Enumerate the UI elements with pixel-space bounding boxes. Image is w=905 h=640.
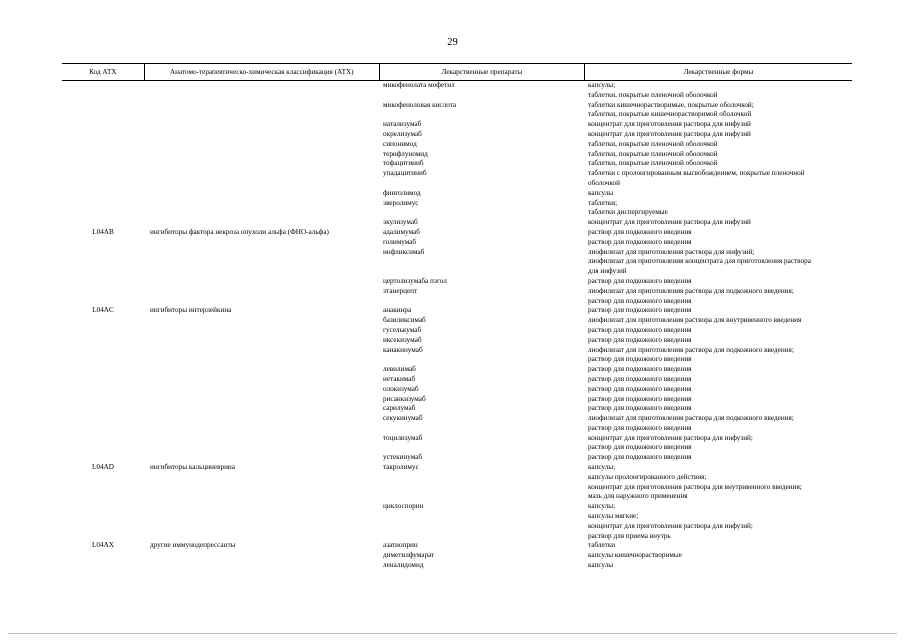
- dosage-forms-cell: [584, 453, 852, 463]
- atc-code-cell: [62, 120, 144, 130]
- dosage-forms-cell: [584, 120, 852, 130]
- atc-classification-cell: другие иммунодепрессанты: [150, 541, 236, 550]
- atc-classification-cell: ингибиторы интерлейкина: [150, 306, 232, 315]
- atc-code-cell: [62, 336, 144, 346]
- table-row: [62, 541, 852, 551]
- drug-name-cell: сарилумаб: [383, 404, 416, 413]
- drug-name-cell: нетакимаб: [383, 374, 416, 383]
- drug-name-cell: терифлуномид: [383, 149, 428, 158]
- drug-name-cell: базиликсимаб: [383, 316, 426, 325]
- dosage-form-line: таблетки: [588, 541, 616, 550]
- dosage-form-line: раствор для подкожного введения: [588, 384, 692, 393]
- atc-code-cell: [62, 248, 144, 277]
- atc-classification-cell: [144, 336, 379, 346]
- atc-code-cell: [62, 561, 144, 571]
- dosage-form-line: раствор для подкожного введения: [588, 227, 692, 236]
- table-row: [62, 120, 852, 130]
- atc-classification-cell: [144, 150, 379, 160]
- atc-code-cell: [62, 414, 144, 434]
- dosage-form-line: раствор для подкожного введения: [588, 355, 692, 364]
- dosage-form-line: раствор для подкожного введения: [588, 404, 692, 413]
- drug-name-cell: канакинумаб: [383, 345, 423, 354]
- dosage-forms-cell: [584, 346, 852, 366]
- table-row: [62, 316, 852, 326]
- atc-classification-cell: [144, 502, 379, 541]
- drug-name-cell: микофенолата мофетил: [383, 81, 455, 89]
- table-row: [62, 434, 852, 454]
- dosage-form-line: раствор для приема внутрь: [588, 531, 671, 540]
- dosage-form-line: капсулы: [588, 188, 614, 197]
- atc-code-cell: [62, 159, 144, 169]
- dosage-forms-cell: [584, 130, 852, 140]
- dosage-form-line: таблетки, покрытые пленочной оболочкой: [588, 149, 718, 158]
- table-row: [62, 140, 852, 150]
- atc-classification-cell: [144, 248, 379, 277]
- drug-name-cell: голимумаб: [383, 237, 417, 246]
- dosage-forms-cell: [584, 502, 852, 541]
- dosage-form-line: капсулы пролонгированного действия;: [588, 472, 707, 481]
- atc-code-cell: [62, 150, 144, 160]
- dosage-form-line: концентрат для приготовления раствора для инфузий: [588, 129, 751, 138]
- table-row: [62, 326, 852, 336]
- dosage-forms-cell: [584, 326, 852, 336]
- atc-classification-cell: [144, 404, 379, 414]
- table-row: [62, 199, 852, 219]
- table-row: [62, 228, 852, 238]
- dosage-form-line: капсулы;: [588, 463, 616, 472]
- dosage-form-line: раствор для подкожного введения: [588, 325, 692, 334]
- dosage-form-line: лиофилизат для приготовления раствора для подкожного введения;: [588, 345, 794, 354]
- drug-name-cell: рисанкизумаб: [383, 394, 426, 403]
- dosage-form-line: раствор для подкожного введения: [588, 374, 692, 383]
- table-row: [62, 159, 852, 169]
- atc-code-cell: [62, 277, 144, 287]
- dosage-form-line: капсулы;: [588, 81, 616, 89]
- page-bottom-rule: [8, 633, 897, 634]
- atc-code-cell: [62, 169, 144, 189]
- atc-classification-cell: [144, 238, 379, 248]
- drug-name-cell: эверолимус: [383, 198, 419, 207]
- dosage-forms-cell: [584, 81, 852, 101]
- dosage-form-line: раствор для подкожного введения: [588, 453, 692, 462]
- drug-name-cell: упадацитиниб: [383, 169, 427, 178]
- dosage-form-line: раствор для подкожного введения: [588, 335, 692, 344]
- table-row: [62, 385, 852, 395]
- drug-name-cell: инфликсимаб: [383, 247, 425, 256]
- dosage-form-line: раствор для подкожного введения: [588, 423, 692, 432]
- table-row: [62, 81, 852, 101]
- atc-code-cell: [62, 130, 144, 140]
- dosage-form-line: капсулы: [588, 561, 614, 570]
- atc-classification-cell: [144, 316, 379, 326]
- table-row: [62, 336, 852, 346]
- dosage-forms-cell: [584, 189, 852, 199]
- dosage-forms-cell: [584, 463, 852, 502]
- dosage-forms-cell: [584, 375, 852, 385]
- dosage-forms-cell: [584, 140, 852, 150]
- atc-classification-cell: [144, 189, 379, 199]
- table-row: [62, 287, 852, 307]
- dosage-form-line: для инфузий: [588, 267, 627, 276]
- atc-code-cell: [62, 326, 144, 336]
- atc-code-cell: [62, 140, 144, 150]
- drug-name-cell: азатиоприн: [383, 541, 418, 550]
- dosage-forms-cell: [584, 150, 852, 160]
- dosage-form-line: раствор для подкожного введения: [588, 443, 692, 452]
- atc-code-cell: [62, 218, 144, 228]
- dosage-form-line: лиофилизат для приготовления раствора для инфузий;: [588, 247, 755, 256]
- atc-code-cell: [62, 375, 144, 385]
- table-row: [62, 169, 852, 189]
- table-row: [62, 306, 852, 316]
- atc-classification-cell: [144, 81, 379, 101]
- dosage-form-line: капсулы;: [588, 502, 616, 511]
- table-row: [62, 561, 852, 571]
- dosage-form-line: таблетки, покрытые пленочной оболочкой: [588, 139, 718, 148]
- drug-name-cell: иксекизумаб: [383, 335, 422, 344]
- dosage-form-line: концентрат для приготовления раствора для внутривенного введения;: [588, 482, 802, 491]
- atc-code-cell: [62, 189, 144, 199]
- dosage-form-line: раствор для подкожного введения: [588, 276, 692, 285]
- drug-name-cell: натализумаб: [383, 120, 422, 129]
- dosage-form-line: таблетки, покрытые пленочной оболочкой: [588, 90, 718, 99]
- dosage-form-line: лиофилизат для приготовления раствора для подкожного введения;: [588, 286, 794, 295]
- atc-classification-cell: [144, 159, 379, 169]
- atc-code-cell: [62, 287, 144, 307]
- dosage-forms-cell: [584, 404, 852, 414]
- header-code: Код АТХ: [89, 68, 117, 76]
- dosage-forms-cell: [584, 541, 852, 551]
- table-row: [62, 551, 852, 561]
- drug-name-cell: левилимаб: [383, 365, 416, 374]
- atc-code-cell: [62, 199, 144, 219]
- dosage-forms-cell: [584, 316, 852, 326]
- dosage-forms-cell: [584, 551, 852, 561]
- header-drugs: Лекарственные препараты: [379, 64, 584, 80]
- header-classification: Анатомо-терапевтическо-химическая классификация (АТХ): [144, 64, 379, 80]
- atc-classification-cell: [144, 287, 379, 307]
- dosage-forms-cell: [584, 169, 852, 189]
- atc-classification-cell: [144, 120, 379, 130]
- dosage-form-line: мазь для наружного применения: [588, 492, 688, 501]
- table-row: [62, 365, 852, 375]
- dosage-forms-cell: [584, 287, 852, 307]
- drug-name-cell: гуселькумаб: [383, 325, 422, 334]
- dosage-form-line: лиофилизат для приготовления концентрата для приготовления раствора: [588, 257, 811, 266]
- dosage-form-line: раствор для подкожного введения: [588, 365, 692, 374]
- dosage-forms-cell: [584, 277, 852, 287]
- atc-code-cell: L04AX: [92, 541, 114, 550]
- atc-code-cell: [62, 346, 144, 366]
- dosage-forms-cell: [584, 248, 852, 277]
- dosage-form-line: таблетки;: [588, 198, 618, 207]
- header-forms: Лекарственные формы: [584, 64, 852, 80]
- dosage-form-line: капсулы кишечнорастворимые: [588, 551, 682, 560]
- dosage-form-line: таблетки диспергируемые: [588, 208, 668, 217]
- dosage-form-line: раствор для подкожного введения: [588, 237, 692, 246]
- atc-code-cell: [62, 101, 144, 121]
- atc-classification-cell: [144, 561, 379, 571]
- dosage-forms-cell: [584, 414, 852, 434]
- atc-code-cell: [62, 434, 144, 454]
- atc-classification-cell: [144, 346, 379, 366]
- dosage-forms-cell: [584, 101, 852, 121]
- table-row: [62, 395, 852, 405]
- dosage-form-line: лиофилизат для приготовления раствора для внутривенного введения: [588, 316, 802, 325]
- table-row: [62, 130, 852, 140]
- atc-code-cell: [62, 385, 144, 395]
- dosage-form-line: концентрат для приготовления раствора для инфузий;: [588, 433, 753, 442]
- drug-name-cell: окрелизумаб: [383, 129, 422, 138]
- atc-classification-cell: [144, 326, 379, 336]
- drug-name-cell: тоцилизумаб: [383, 433, 423, 442]
- atc-code-cell: [62, 316, 144, 326]
- drug-name-cell: циклоспорин: [383, 502, 424, 511]
- drug-name-cell: тофацитиниб: [383, 159, 424, 168]
- atc-classification-cell: [144, 199, 379, 219]
- table-row: [62, 150, 852, 160]
- dosage-forms-cell: [584, 218, 852, 228]
- drug-name-cell: леналидомид: [383, 561, 424, 570]
- drug-name-cell: адалимумаб: [383, 227, 420, 236]
- dosage-form-line: концентрат для приготовления раствора для инфузий: [588, 120, 751, 129]
- table-row: [62, 218, 852, 228]
- dosage-form-line: концентрат для приготовления раствора для инфузий;: [588, 521, 753, 530]
- drug-name-cell: финголимод: [383, 188, 421, 197]
- dosage-forms-cell: [584, 306, 852, 316]
- atc-code-cell: [62, 395, 144, 405]
- atc-code-cell: [62, 453, 144, 463]
- dosage-form-line: раствор для подкожного введения: [588, 394, 692, 403]
- atc-classification-cell: [144, 277, 379, 287]
- table-row: [62, 346, 852, 366]
- dosage-form-line: раствор для подкожного введения: [588, 306, 692, 315]
- atc-code-cell: [62, 81, 144, 101]
- atc-classification-cell: [144, 453, 379, 463]
- drug-name-cell: устекинумаб: [383, 453, 423, 462]
- table-row: [62, 101, 852, 121]
- atc-classification-cell: [144, 434, 379, 454]
- dosage-forms-cell: [584, 365, 852, 375]
- dosage-forms-cell: [584, 159, 852, 169]
- table-row: [62, 248, 852, 277]
- dosage-form-line: таблетки, покрытые пленочной оболочкой: [588, 159, 718, 168]
- atc-code-cell: L04AD: [92, 463, 114, 472]
- drug-name-cell: такролимус: [383, 463, 419, 472]
- table-row: [62, 238, 852, 248]
- table-row: [62, 453, 852, 463]
- atc-classification-cell: [144, 551, 379, 561]
- dosage-forms-cell: [584, 336, 852, 346]
- dosage-forms-cell: [584, 395, 852, 405]
- atc-classification-cell: [144, 385, 379, 395]
- atc-classification-cell: [144, 101, 379, 121]
- atc-classification-cell: [144, 140, 379, 150]
- table-row: [62, 404, 852, 414]
- dosage-form-line: лиофилизат для приготовления раствора для подкожного введения;: [588, 414, 794, 423]
- dosage-form-line: концентрат для приготовления раствора для инфузий: [588, 218, 751, 227]
- dosage-form-line: капсулы мягкие;: [588, 512, 639, 521]
- atc-code-cell: [62, 502, 144, 541]
- dosage-forms-cell: [584, 238, 852, 248]
- drug-name-cell: экулизумаб: [383, 218, 418, 227]
- dosage-forms-cell: [584, 434, 852, 454]
- atc-code-cell: L04AB: [92, 227, 114, 236]
- table-row: [62, 189, 852, 199]
- atc-code-cell: [62, 365, 144, 375]
- dosage-form-line: таблетки, покрытые кишечнорастворимой оболочкой: [588, 110, 752, 119]
- atc-classification-cell: ингибиторы фактора некроза опухоли альфа (ФНО-альфа): [150, 227, 329, 236]
- dosage-form-line: оболочкой: [588, 178, 620, 187]
- atc-classification-cell: [144, 365, 379, 375]
- drug-name-cell: цертолизумаба пэгол: [383, 276, 447, 285]
- dosage-form-line: раствор для подкожного введения: [588, 296, 692, 305]
- table-row: [62, 502, 852, 541]
- atc-classification-cell: [144, 169, 379, 189]
- dosage-forms-cell: [584, 385, 852, 395]
- atc-classification-cell: [144, 130, 379, 140]
- atc-code-cell: [62, 404, 144, 414]
- atc-code-cell: L04AC: [92, 306, 114, 315]
- atc-code-cell: [62, 238, 144, 248]
- table-row: [62, 277, 852, 287]
- table-body: [62, 81, 852, 571]
- table-row: [62, 414, 852, 434]
- drug-name-cell: диметилфумарат: [383, 551, 435, 560]
- drug-name-cell: микофеноловая кислота: [383, 100, 457, 109]
- table-row: [62, 375, 852, 385]
- atc-classification-cell: [144, 414, 379, 434]
- drug-name-cell: олокизумаб: [383, 384, 419, 393]
- page-number: 29: [447, 37, 458, 48]
- atc-classification-cell: ингибиторы кальциневрина: [150, 463, 235, 472]
- dosage-forms-cell: [584, 199, 852, 219]
- table-row: [62, 463, 852, 502]
- atc-classification-cell: [144, 218, 379, 228]
- drug-name-cell: этанерцепт: [383, 286, 418, 295]
- atc-classification-cell: [144, 395, 379, 405]
- atc-code-cell: [62, 551, 144, 561]
- table-header: [62, 63, 852, 81]
- dosage-forms-cell: [584, 228, 852, 238]
- atc-classification-cell: [144, 375, 379, 385]
- drug-name-cell: секукинумаб: [383, 414, 423, 423]
- dosage-forms-cell: [584, 561, 852, 571]
- dosage-form-line: таблетки с пролонгированным высвобождением, покрытые пленочной: [588, 169, 805, 178]
- drug-name-cell: сипонимод: [383, 139, 417, 148]
- drug-name-cell: анакинра: [383, 306, 412, 315]
- dosage-form-line: таблетки кишечнорастворимые, покрытые оболочкой;: [588, 100, 754, 109]
